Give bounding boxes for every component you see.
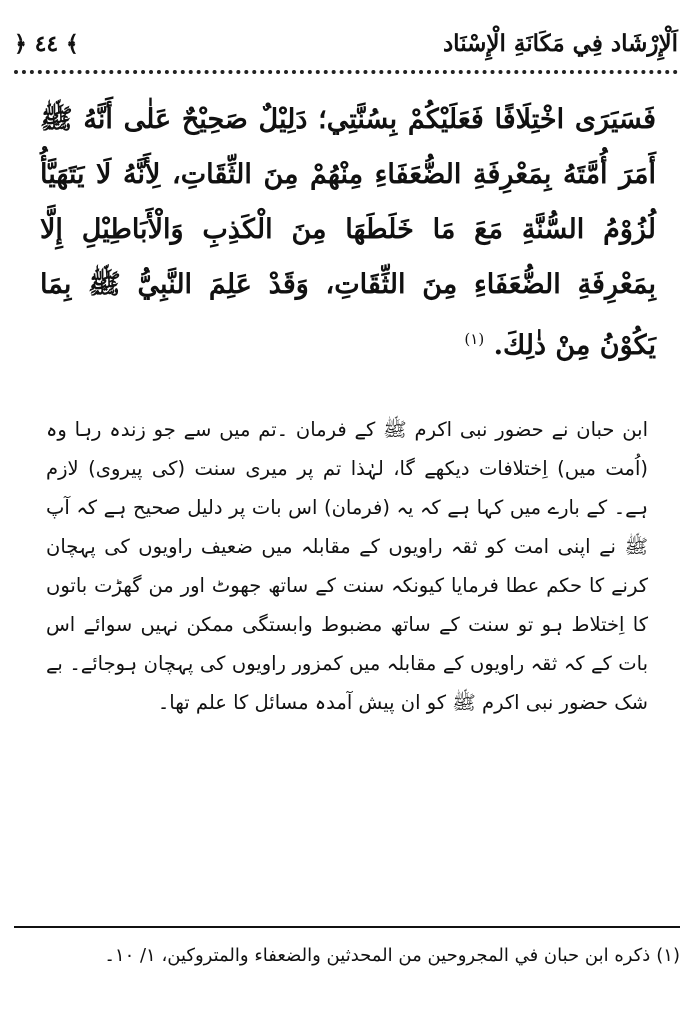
page-number: ﴿ ٤٤ ﴾	[14, 31, 79, 57]
header-divider	[14, 70, 678, 74]
arabic-hadith-commentary	[40, 92, 656, 373]
arabic-paragraph: فَسَيَرَى اخْتِلَافًا فَعَلَيْكُمْ بِسُنَّتِي؛ دَلِيْلٌ صَحِيْحٌ عَلٰى أَنَّهُ ﷺ أَمَرَ أُمَّتَهُ بِمَعْرِفَةِ الضُّعَفَاءِ مِنْهُمْ مِنَ الثِّقَاتِ، لِأَنَّهُ لَا يَتَهَيَّأُ لُزُوْمُ السُّنَّةِ مَعَ مَا خَلَطَهَا مِنَ الْكَذِبِ وَالْأَبَاطِيْلِ إِلَّا بِمَعْرِفَةِ الضُّعَفَاءِ مِنَ الثِّقَاتِ، وَقَدْ عَلِمَ النَّبِيُّ ﷺ بِمَا يَكُوْنُ مِنْ ذٰلِكَ.	[40, 104, 656, 361]
page-header	[14, 24, 678, 72]
footnote-number: (١)	[656, 945, 680, 966]
book-title: اَلْإِرْشَاد فِي مَكَانَةِ الْإِسْنَاد	[442, 30, 678, 57]
footnote	[16, 938, 680, 974]
urdu-paragraph: ابن حبان نے حضور نبی اکرم ﷺ کے فرمان ۔تم میں سے جو زندہ رہا وہ (اُمت میں) اِختلافات دیکھے گا، لہٰذا تم پر میری سنت (کی پیروی) لازم ہے۔ کے بارے میں کہا ہے کہ یہ (فرمان) اس بات پر دلیل صحیح ہے کہ آپ ﷺ نے اپنی امت کو ثقہ راویوں کے مقابلہ میں ضعیف راویوں کی پہچان کرنے کا حکم عطا فرمایا کیونکہ سنت کے ساتھ جھوٹ اور من گھڑت باتوں کا اِختلاط ہو تو سنت کے ساتھ مضبوط وابستگی ممکن نہیں سوائے اس بات کے کہ ثقہ راویوں کے مقابلہ میں کمزور راویوں کی پہچان ہوجائے۔ بے شک حضور نبی اکرم ﷺ کو ان پیش آمدہ مسائل کا علم تھا۔	[46, 418, 648, 714]
footnote-divider	[14, 926, 680, 928]
footnote-reference: (١)	[464, 330, 485, 348]
urdu-translation	[46, 410, 648, 722]
footnote-text: ذكره ابن حبان في المجروحين من المحدثين والضعفاء والمتروكين، ١/ ١٠۔	[104, 945, 651, 966]
